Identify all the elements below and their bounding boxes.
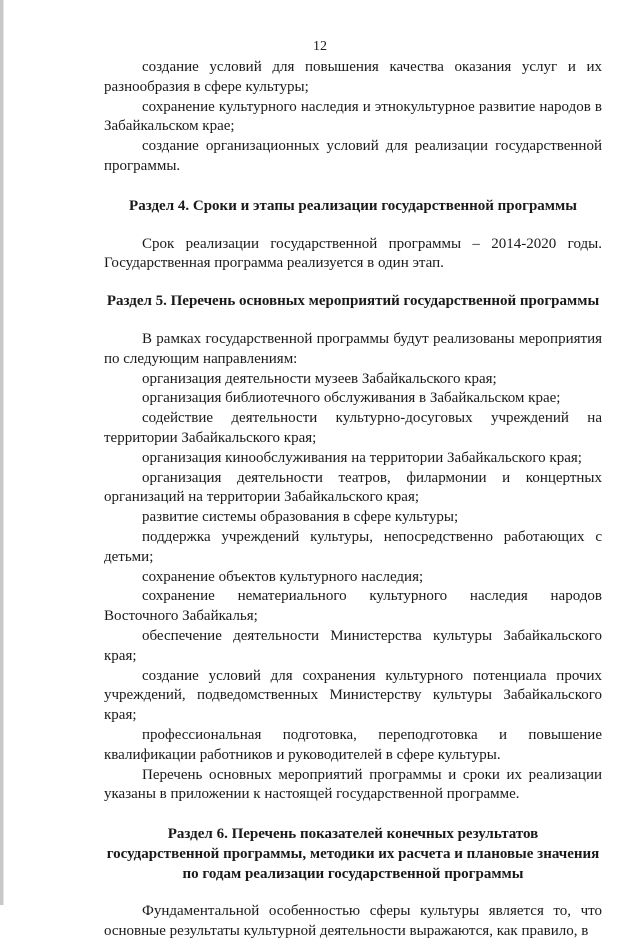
intro-item: создание организационных условий для реализации государственной программы. — [104, 138, 602, 174]
scan-edge-shadow — [3, 0, 4, 905]
list-item: поддержка учреждений культуры, непосредственно работающих с детьми; — [104, 528, 602, 565]
list-item: содействие деятельности культурно-досуговых учреждений на территории Забайкальского края; — [104, 410, 602, 446]
section-4-heading: Раздел 4. Сроки и этапы реализации государственной программы — [129, 197, 577, 214]
document-body — [104, 58, 602, 942]
section-6-text: Фундаментальной особенностью сферы культуры является то, что основные результаты культурной деятельности выражаются, как правило, в — [104, 903, 602, 940]
intro-item: сохранение культурного наследия и этнокультурное развитие народов в Забайкальском крае; — [104, 98, 602, 135]
list-item: создание условий для сохранения культурного потенциала прочих учреждений, подведомственных Министерству культуры Забайкальского края; — [104, 667, 602, 724]
list-item: развитие системы образования в сфере культуры; — [142, 509, 459, 526]
section-5-closing: Перечень основных мероприятий программы и сроки их реализации указаны в приложении к настоящей государственной программе. — [104, 766, 602, 803]
intro-item: создание условий для повышения качества оказания услуг и их разнообразия в сфере культуры; — [104, 59, 602, 95]
section-6-heading-line-2: государственной программы, методики их расчета и плановые значения — [106, 845, 600, 862]
list-item: организация деятельности музеев Забайкальского края; — [142, 370, 497, 387]
list-item: организация кинообслуживания на территории Забайкальского края; — [142, 449, 582, 466]
list-item: сохранение нематериального культурного наследия народов Восточного Забайкалья; — [104, 588, 602, 625]
section-5-intro: В рамках государственной программы будут реализованы мероприятия по следующим направлениям: — [104, 330, 602, 367]
section-4-text: Срок реализации государственной программы – 2014-2020 годы. Государственная программа реализуется в один этап. — [104, 235, 602, 272]
list-item: профессиональная подготовка, переподготовка и повышение квалификации работников и руководителей в сфере культуры. — [104, 726, 602, 763]
list-item: сохранение объектов культурного наследия; — [142, 568, 424, 585]
list-item: организация деятельности театров, филармонии и концертных организаций на территории Забайкальского края; — [104, 469, 602, 506]
list-item: обеспечение деятельности Министерства культуры Забайкальского края; — [104, 627, 602, 664]
section-5-heading: Раздел 5. Перечень основных мероприятий государственной программы — [106, 293, 600, 310]
list-item: организация библиотечного обслуживания в Забайкальском крае; — [142, 390, 561, 407]
section-6-heading-line-3: по годам реализации государственной программы — [182, 865, 524, 882]
section-6-heading-line-1: Раздел 6. Перечень показателей конечных результатов — [167, 826, 539, 843]
page-number: 12 — [313, 39, 327, 54]
